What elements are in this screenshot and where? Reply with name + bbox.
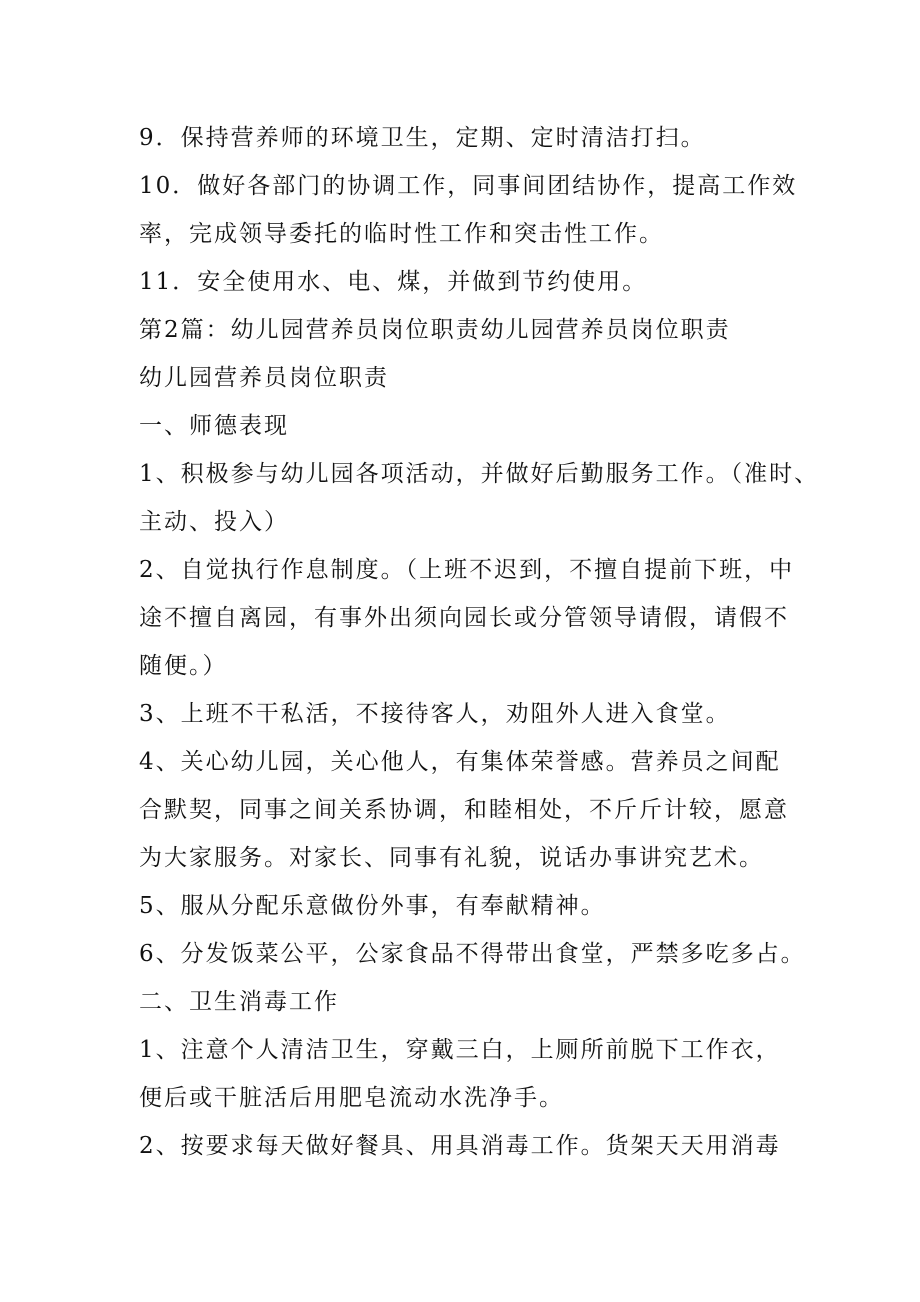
- text-line: 为大家服务。对家长、同事有礼貌，说话办事讲究艺术。: [139, 845, 764, 871]
- text-line: 随便。）: [139, 653, 228, 679]
- section-heading: 幼儿园营养员岗位职责: [139, 365, 389, 391]
- text-line: 6、分发饭菜公平，公家食品不得带出食堂，严禁多吃多占。: [139, 941, 806, 967]
- sub-heading: 二、卫生消毒工作: [139, 989, 339, 1015]
- text-line: 11．安全使用水、电、煤，并做到节约使用。: [139, 269, 648, 295]
- text-line: 10．做好各部门的协调工作，同事间团结协作，提高工作效: [139, 173, 798, 199]
- text-line: 主动、投入）: [139, 509, 289, 535]
- text-line: 便后或干脏活后用肥皂流动水洗净手。: [139, 1085, 564, 1111]
- text-line: 3、上班不干私活，不接待客人，劝阻外人进入食堂。: [139, 701, 731, 727]
- sub-heading: 一、师德表现: [139, 413, 289, 439]
- text-line: 9．保持营养师的环境卫生，定期、定时清洁打扫。: [139, 125, 706, 151]
- text-line: 率，完成领导委托的临时性工作和突击性工作。: [139, 221, 664, 247]
- text-line: 2、按要求每天做好餐具、用具消毒工作。货架天天用消毒: [139, 1133, 781, 1159]
- document-body: [139, 114, 820, 1170]
- text-line: 1、积极参与幼儿园各项活动，并做好后勤服务工作。（准时、: [139, 461, 820, 487]
- text-line: 1、注意个人清洁卫生，穿戴三白，上厕所前脱下工作衣，: [139, 1037, 781, 1063]
- section-heading: 第2篇：幼儿园营养员岗位职责幼儿园营养员岗位职责: [139, 317, 731, 343]
- text-line: 4、关心幼儿园，关心他人，有集体荣誉感。营养员之间配: [139, 749, 781, 775]
- text-line: 2、自觉执行作息制度。（上班不迟到，不擅自提前下班，中: [139, 557, 795, 583]
- text-line: 途不擅自离园，有事外出须向园长或分管领导请假，请假不: [139, 605, 789, 631]
- text-line: 5、服从分配乐意做份外事，有奉献精神。: [139, 893, 606, 919]
- text-line: 合默契，同事之间关系协调，和睦相处，不斤斤计较，愿意: [139, 797, 789, 823]
